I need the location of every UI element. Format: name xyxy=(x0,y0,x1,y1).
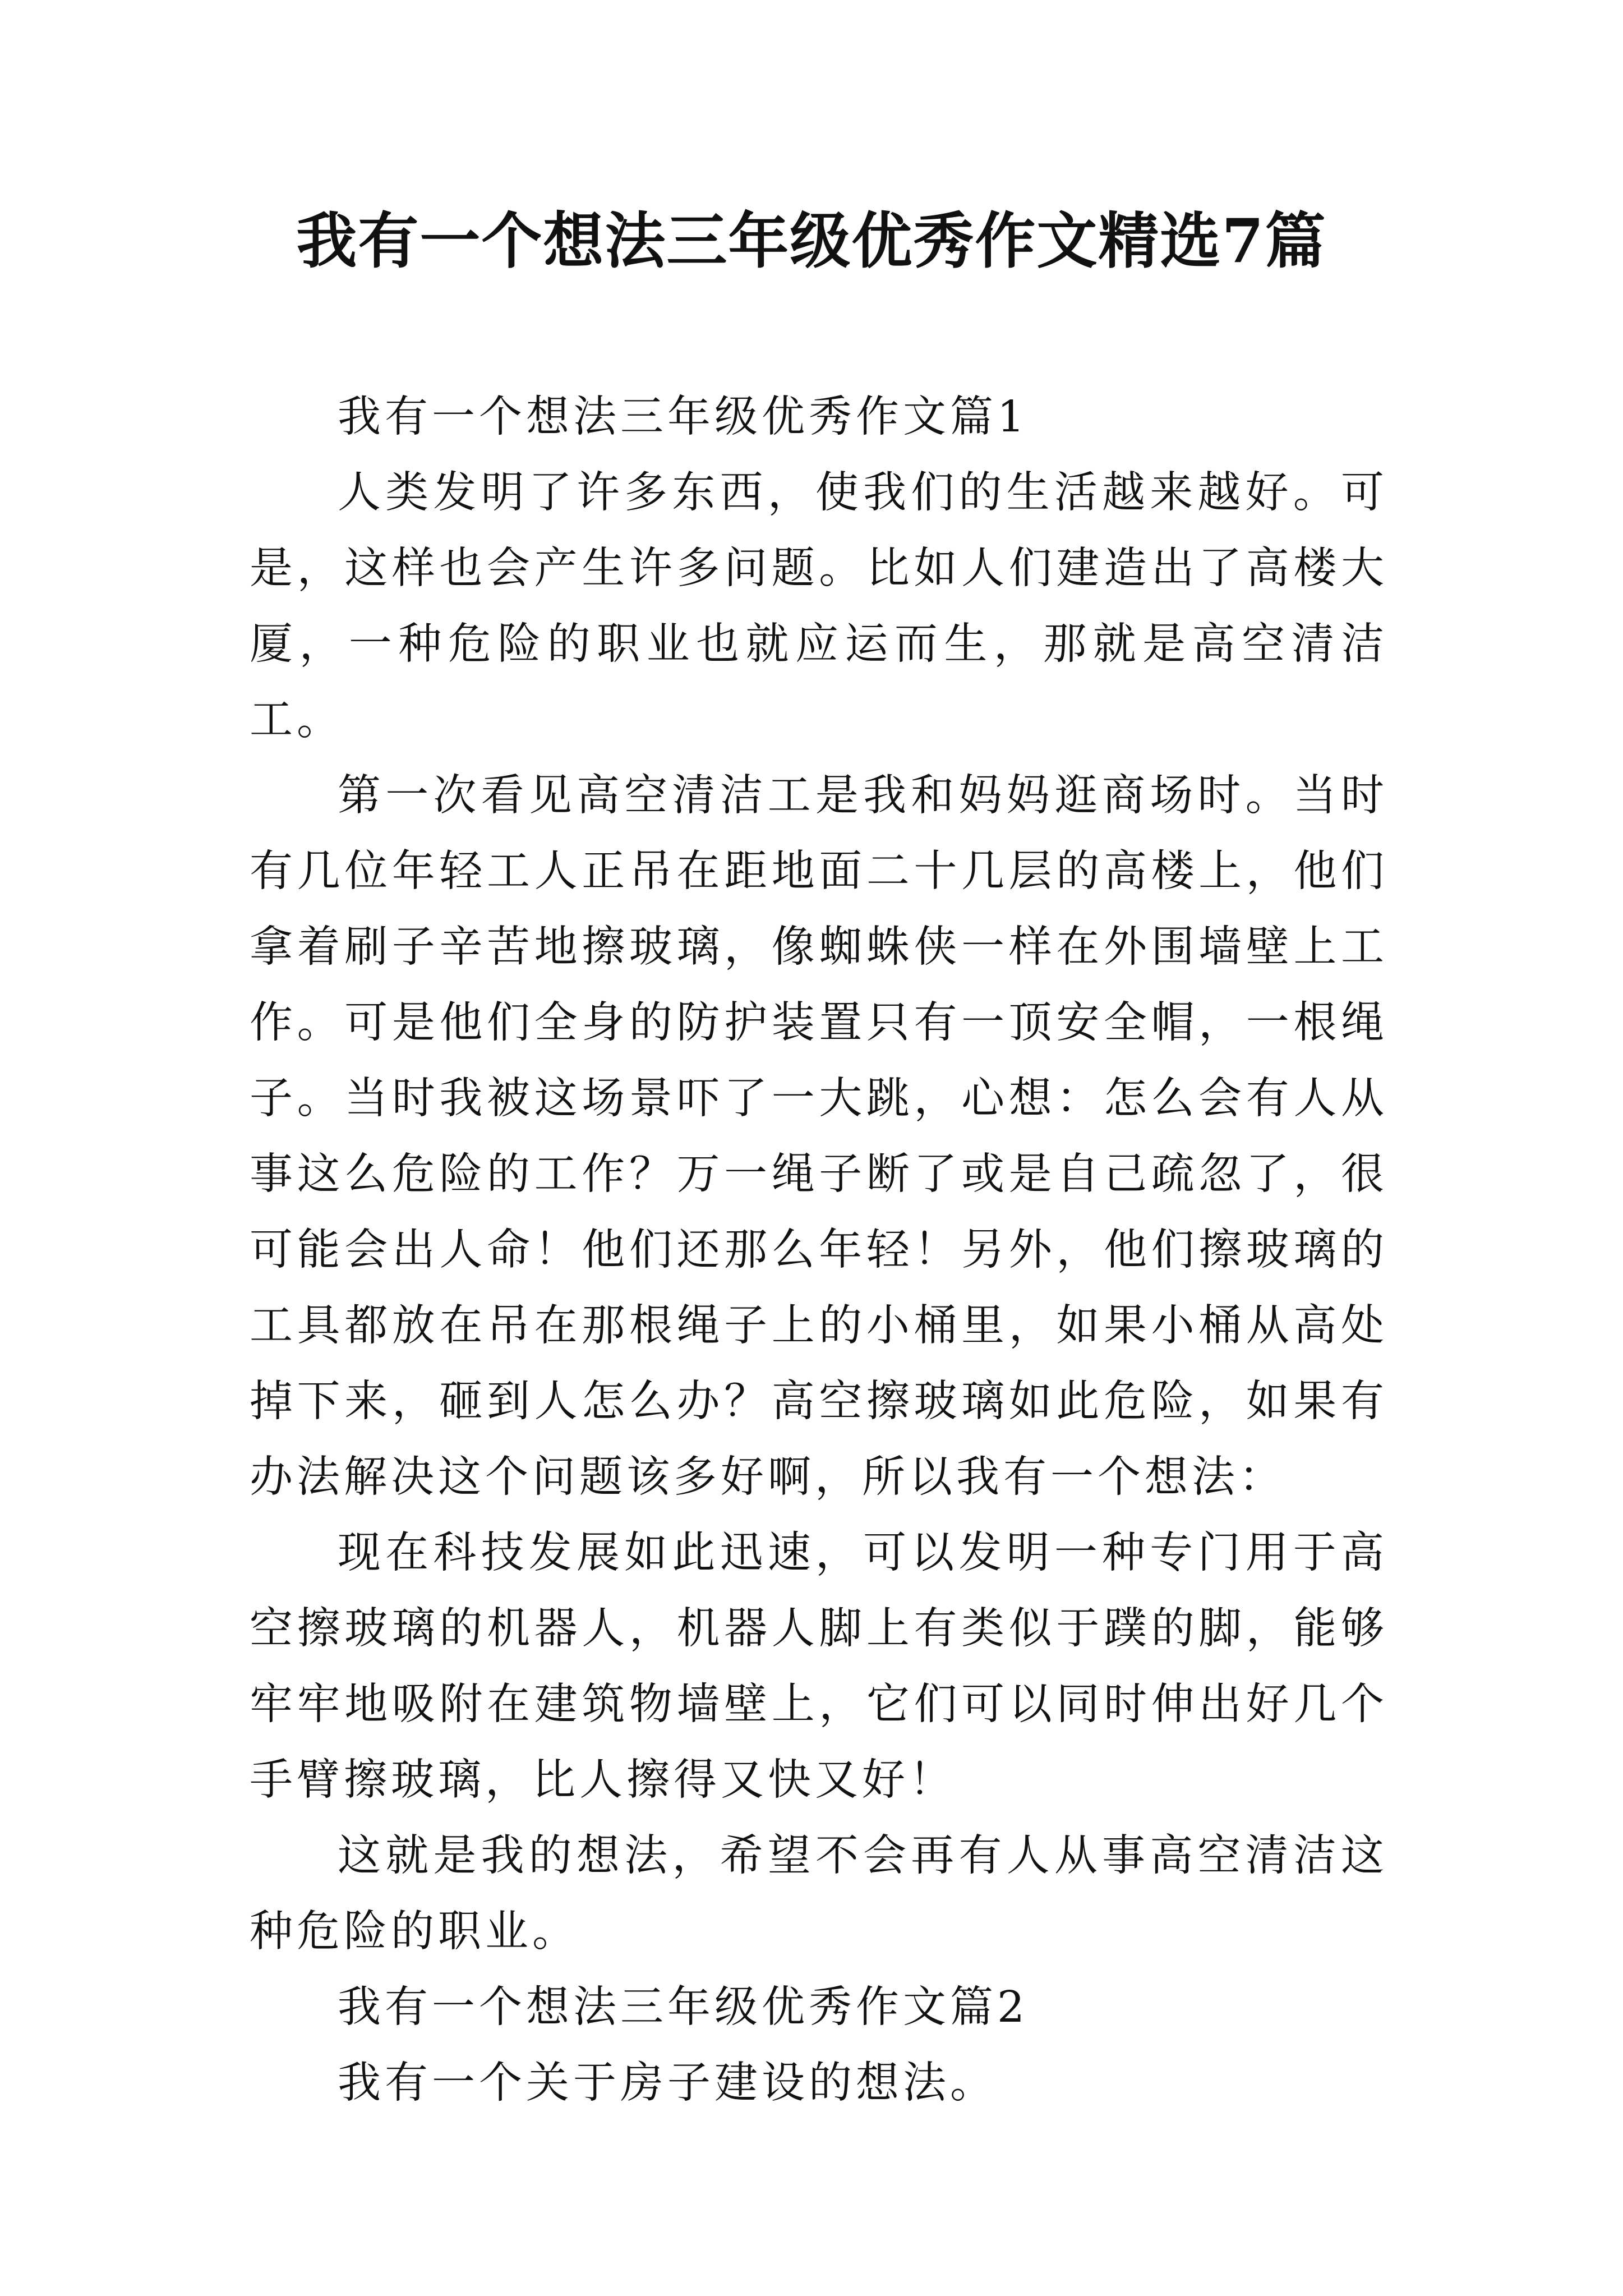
document-title: 我有一个想法三年级优秀作文精选7篇 xyxy=(296,206,1327,277)
essay-1-paragraph-1: 人类发明了许多东西，使我们的生活越来越好。可是，这样也会产生许多问题。比如人们建造出了高楼大厦，一种危险的职业也就应运而生，那就是高空清洁工。 xyxy=(250,468,1388,745)
essay-1-paragraph-2: 第一次看见高空清洁工是我和妈妈逛商场时。当时有几位年轻工人正吊在距地面二十几层的高楼上，他们拿着刷子辛苦地擦玻璃，像蜘蛛侠一样在外围墙壁上工作。可是他们全身的防护装置只有一顶安全帽，一根绳子。当时我被这场景吓了一大跳，心想：怎么会有人从事这么危险的工作？万一绳子断了或是自己疏忽了，很可能会出人命！他们还那么年轻！另外，他们擦玻璃的工具都放在吊在那根绳子上的小桶里，如果小桶从高处掉下来，砸到人怎么办？高空擦玻璃如此危险，如果有办法解决这个问题该多好啊，所以我有一个想法： xyxy=(250,771,1388,1502)
essay-1-paragraph-3: 现在科技发展如此迅速，可以发明一种专门用于高空擦玻璃的机器人，机器人脚上有类似于蹼的脚，能够牢牢地吸附在建筑物墙壁上，它们可以同时伸出好几个手臂擦玻璃，比人擦得又快又好！ xyxy=(250,1528,1388,1805)
document-body xyxy=(250,379,1388,2121)
essay-2-paragraph-1: 我有一个关于房子建设的想法。 xyxy=(338,2058,997,2108)
essay-1-heading: 我有一个想法三年级优秀作文篇1 xyxy=(338,392,1029,442)
essay-2-heading: 我有一个想法三年级优秀作文篇2 xyxy=(338,1982,1029,2032)
essay-1-paragraph-4: 这就是我的想法，希望不会再有人从事高空清洁这种危险的职业。 xyxy=(250,1831,1388,1957)
